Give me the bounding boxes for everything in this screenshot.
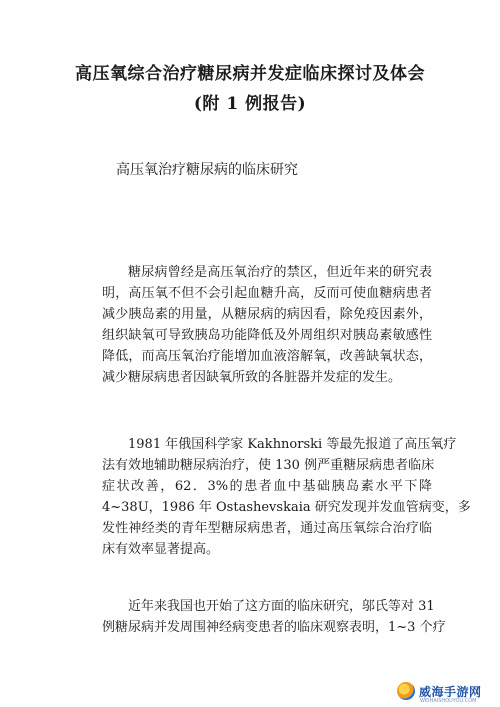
paragraph-line: 4~38U，1986 年 Ostashevskaia 研究发现并发血管病变，多: [102, 500, 471, 515]
watermark-text: 威海手游网: [419, 684, 482, 699]
document-title-line-2: (附 1 例报告): [193, 94, 307, 114]
paragraph-line: 法有效地辅助糖尿病治疗，使 130 例严重糖尿病患者临床: [102, 458, 435, 473]
paragraph-line: 床有效率显著提高。: [102, 542, 220, 557]
paragraph-line: 症状改善，62．3%的患者血中基础胰岛素水平下降: [102, 479, 432, 494]
paragraph-line: 近年来我国也开始了这方面的临床研究，邬氏等对 31: [128, 599, 435, 614]
paragraph-line: 降低，而高压氧治疗能增加血液溶解氧，改善缺氧状态，: [102, 349, 432, 364]
paragraph-line: 明，高压氧不但不会引起血糖升高，反而可使血糖病患者: [102, 286, 432, 301]
paragraph-3: [102, 596, 446, 638]
paragraph-line: 发性神经类的青年型糖尿病患者，通过高压氧综合治疗临: [102, 521, 432, 536]
section-subtitle: 高压氧治疗糖尿病的临床研究: [116, 162, 298, 178]
paragraph-line: 糖尿病曾经是高压氧治疗的禁区，但近年来的研究表: [128, 265, 432, 280]
game-site-logo-icon: [397, 682, 415, 700]
paragraph-line: 减少胰岛素的用量，从糖尿病的病因看，除免疫因素外，: [102, 307, 432, 322]
paragraph-line: 减少糖尿病患者因缺氧所致的各脏器并发症的发生。: [102, 370, 402, 385]
paragraph-line: 1981 年俄国科学家 Kakhnorski 等最先报道了高压氧疗: [128, 437, 457, 452]
document-title-line-1: 高压氧综合治疗糖尿病并发症临床探讨及体会: [75, 64, 425, 84]
paragraph-1: [102, 262, 432, 388]
paragraph-line: 组织缺氧可导致胰岛功能降低及外周组织对胰岛素敏感性: [102, 328, 432, 343]
watermark-url: WEIHAISHOUYOU.COM: [420, 698, 477, 704]
paragraph-2: [102, 434, 471, 560]
paragraph-line: 例糖尿病并发周围神经病变患者的临床观察表明，1~3 个疗: [102, 620, 446, 635]
